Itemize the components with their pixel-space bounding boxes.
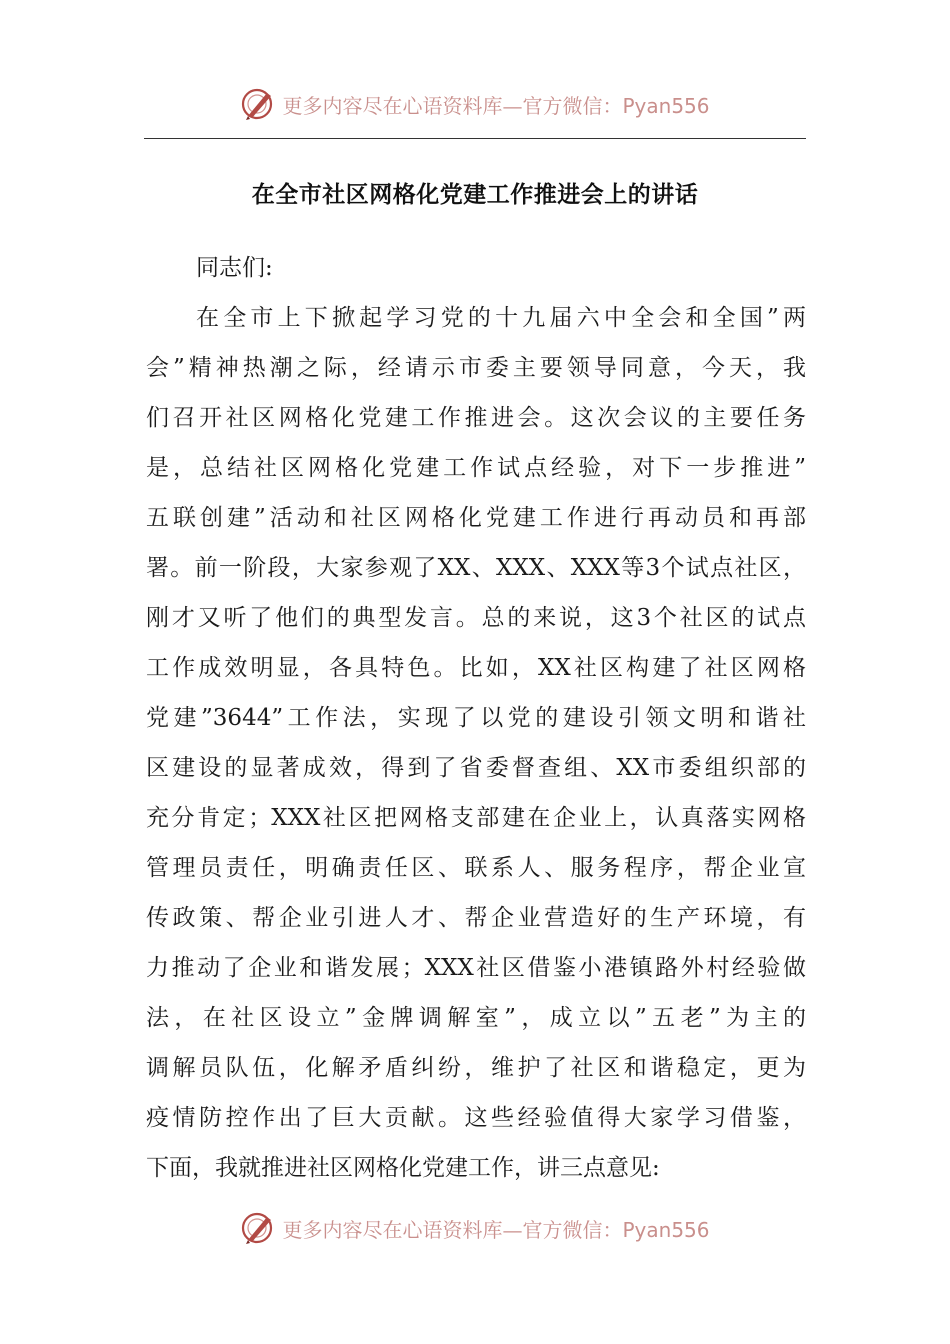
body-line: 管理员责任，明确责任区、联系人、服务程序，帮企业宣: [146, 855, 806, 881]
watermark-text: 更多内容尽在心语资料库—官方微信：Pyan556: [282, 93, 710, 118]
document-title: 在全市社区网格化党建工作推进会上的讲话: [251, 181, 699, 208]
pen-logo-icon: [240, 86, 276, 122]
body-line: 区建设的显著成效，得到了省委督查组、XX市委组织部的: [146, 755, 806, 781]
body-line: 署。前一阶段，大家参观了XX、XXX、XXX等3个试点社区，: [146, 555, 806, 581]
body-line: 力推动了企业和谐发展；XXX社区借鉴小港镇路外村经验做: [146, 955, 806, 981]
body-line: 疫情防控作出了巨大贡献。这些经验值得大家学习借鉴，: [146, 1105, 806, 1131]
body-line: 传政策、帮企业引进人才、帮企业营造好的生产环境，有: [146, 905, 806, 931]
body-line: 五联创建”活动和社区网格化党建工作进行再动员和再部: [146, 505, 806, 531]
body-line: 党建”3644”工作法，实现了以党的建设引领文明和谐社: [146, 705, 806, 731]
salutation: 同志们:: [196, 255, 273, 281]
body-line: 调解员队伍，化解矛盾纠纷，维护了社区和谐稳定，更为: [146, 1055, 806, 1081]
body-line: 是，总结社区网格化党建工作试点经验，对下一步推进”: [146, 455, 806, 481]
header-divider: [144, 138, 806, 139]
body-line: 在全市上下掀起学习党的十九届六中全会和全国”两: [196, 305, 806, 331]
body-line: 们召开社区网格化党建工作推进会。这次会议的主要任务: [146, 405, 806, 431]
watermark-text: 更多内容尽在心语资料库—官方微信：Pyan556: [282, 1217, 710, 1242]
body-line: 充分肯定；XXX社区把网格支部建在企业上，认真落实网格: [146, 805, 806, 831]
body-line: 会”精神热潮之际，经请示市委主要领导同意，今天，我: [146, 355, 806, 381]
body-line: 法，在社区设立”金牌调解室”，成立以”五老”为主的: [146, 1005, 806, 1031]
body-line: 下面，我就推进社区网格化党建工作，讲三点意见:: [146, 1155, 660, 1181]
pen-logo-icon: [240, 1210, 276, 1246]
body-line: 刚才又听了他们的典型发言。总的来说，这3个社区的试点: [146, 605, 806, 631]
header-watermark: [0, 84, 950, 124]
footer-watermark: [0, 1208, 950, 1248]
body-line: 工作成效明显，各具特色。比如，XX社区构建了社区网格: [146, 655, 806, 681]
